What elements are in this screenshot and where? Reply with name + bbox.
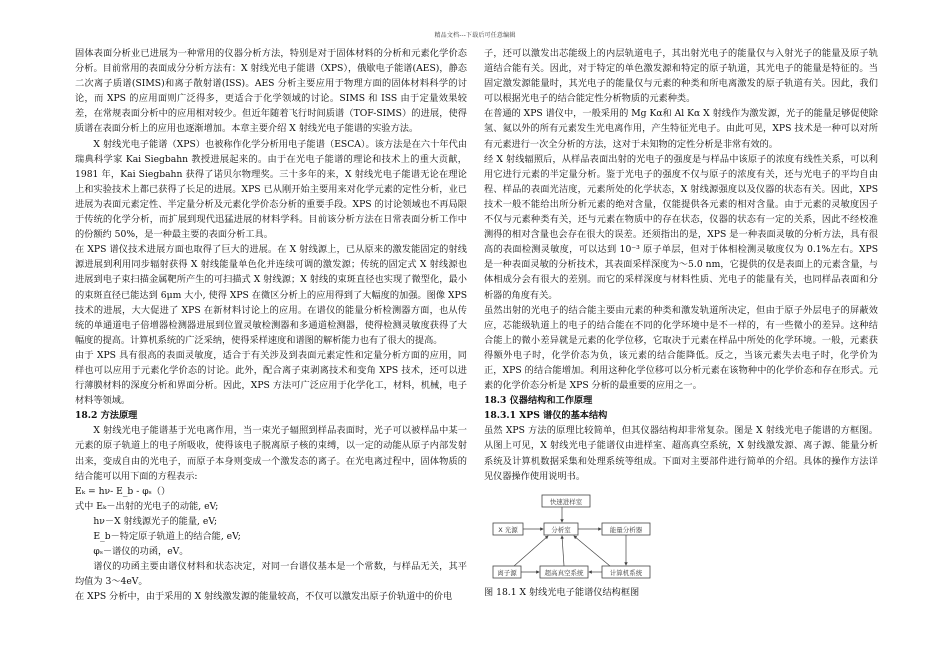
paragraph: 虽然出射的光电子的结合能主要由元素的种类和激发轨道所决定，但由于原子外层电子的屏蔽效应，芯能级轨道上的电子的结合能在不同的化学环境中是不一样的，有一些微小的差异。这种结合能上的微小差异就是元素的化学位移，它取决于元素在样品中所处的化学环境。一般，元素获得额外电子时，化学价态为负，该元素的结合能降低。反之，当该元素失去电子时，化学价为正，XPS 的结合能增加。利用这种化学位移可以分析元素在该物种中的化学价态和存在形式。元素的化学价态分析是 XPS 分析的最重要的应用之一。 (484, 304, 878, 392)
definition: E_b－特定原子轨道上的结合能, eV; (93, 531, 241, 542)
analysis-chamber-label: 分析室 (551, 525, 571, 534)
sample-prep-label: 快速进样室 (549, 497, 583, 506)
vacuum-system-label: 超高真空系统 (544, 568, 584, 577)
section-heading: 18.2 方法原理 (75, 410, 138, 422)
paragraph: 子，还可以激发出芯能级上的内层轨道电子，其出射光电子的能量仅与入射光子的能量及原子轨道结合能有关。因此，对于特定的单色激发源和特定的原子轨道，其光电子的能量是特征的。当固定激发源能量时，其光电子的能量仅与元素的种类和所电离激发的原子轨道有关。因此，我们可以根据光电子的结合能定性分析物质的元素种类。 (484, 48, 878, 105)
paragraph: 在 XPS 谱仪技术进展方面也取得了巨大的进展。在 X 射线源上，已从原来的激发能固定的射线源进展到利用同步辐射获得 X 射线能量单色化并连续可调的激发源；传统的固定式 X 射线源也进展到电子束扫描金属靶所产生的可扫描式 X 射线源；X 射线的束斑直径也实现了微型化，最小的束斑直径已能达到 6μm 大小, 使得 XPS 在微区分析上的应用得到了大幅度的加强。图像 XPS 技术的进展，大大促进了 XPS 在新材料讨论上的应用。在谱仪的能量分析检测器方面，也从传统的单通道电子倍增器检测器进展到位置灵敏检测器和多通道检测器，使得检测灵敏度获得了大幅度的提高。计算机系统的广泛采纳，使得采样速度和谱图的解析能力也有了很大的提高。 (75, 244, 467, 346)
subsection-heading: 18.3.1 XPS 谱仪的基本结构 (484, 410, 608, 422)
paragraph: 固体表面分析业已进展为一种常用的仪器分析方法，特别是对于固体材料的分析和元素化学价态分析。目前常用的表面成分分析方法有：X 射线光电子能谱（XPS），俄歇电子能谱(AES)，静态二次离子质谱(SIMS)和离子散射谱(ISS)。AES 分析主要应用于物理方面的固体材料科学的讨论，而 XPS 的应用面则广泛得多，更适合于化学领域的讨论。SIMS 和 ISS 由于定量效果较差，在常规表面分析中的应用相对较少。但近年随着飞行时间质谱（TOF-SIMS）的进展，使得质谱在表面分析上的应用也逐渐增加。本章主要介绍 X 射线光电子能谱的实验方法。 (75, 48, 467, 135)
paragraph: 虽然 XPS 方法的原理比较简单，但其仪器结构却非常复杂。图是 X 射线光电子能谱的方框图。从图上可见，X 射线光电子能谱仪由进样室、超高真空系统，X 射线激发源、离子源、能量分析系统及计算机数据采集和处理系统等组成。下面对主要部件进行简单的介绍。具体的操作方法详见仪器操作使用说明书。 (484, 425, 878, 482)
computer-system-label: 计算机系统 (609, 568, 643, 577)
paragraph: X 射线光电子能谱（XPS）也被称作化学分析用电子能谱（ESCA）。该方法是在六十年代由瑞典科学家 Kai Siegbahn 教授进展起来的。由于在光电子能谱的理论和技术上的重大贡献，1981 年，Kai Siegbahn 获得了诺贝尔物理奖。三十多年的来，X 射线光电子能谱无论在理论上和实验技术上都已获得了长足的进展。XPS 已从刚开始主要用来对化学元素的定性分析，业已进展为表面元素定性、半定量分析及元素化学价态分析的重要手段。XPS 的讨论领域也不再局限于传统的化学分析，而扩展到现代迅猛进展的材料学科。目前该分析方法在日常表面分析工作中的份额约 50%，是一种最主要的表面分析工具。 (75, 138, 467, 241)
paragraph: 经 X 射线辐照后，从样品表面出射的光电子的强度是与样品中该原子的浓度有线性关系，可以利用它进行元素的半定量分析。鉴于光电子的强度不仅与原子的浓度有关，还与光电子的平均自由程、样品的表面光洁度，元素所处的化学状态，X 射线源强度以及仪器的状态有关。因此，XPS 技术一般不能给出所分析元素的绝对含量，仅能提供各元素的相对含量。由于元素的灵敏度因子不仅与元素种类有关，还与元素在物质中的存在状态，仪器的状态有一定的关系，因此不经校准测得的相对含量也会存在很大的误差。还须指出的是，XPS 是一种表面灵敏的分析方法，具有很高的表面检测灵敏度，可以达到 10⁻³ 原子单层，但对于体相检测灵敏度仅为 0.1%左右。XPS 是一种表面灵敏的分析技术，其表面采样深度为～5.0 nm，它提供的仅是表面上的元素含量，与体相成分会有很大的差别。而它的采样深度与材料性质、光电子的能量有关，也同样品表面和分析器的角度有关。 (484, 153, 878, 301)
definition: 式中 Eₖ－出射的光电子的动能, eV; (75, 500, 219, 512)
diagram-arrows (514, 507, 626, 572)
right-column (484, 46, 878, 600)
ion-source-label: 离子源 (497, 568, 517, 577)
left-column (75, 46, 467, 604)
xps-block-diagram (490, 492, 660, 585)
paragraph: 谱仪的功函主要由谱仪材料和状态决定，对同一台谱仪基本是一个常数，与样品无关，其平均值为 3～4eV。 (75, 561, 467, 588)
figure-caption: 图 18.1 X 射线光电子能谱仪结构框图 (484, 586, 640, 598)
definition: φₛ－谱仪的功函，eV。 (93, 546, 189, 558)
paragraph: 在 XPS 分析中，由于采用的 X 射线激发源的能量较高，不仅可以激发出原子价轨道中的价电 (75, 591, 453, 603)
definition: hν－X 射线源光子的能量, eV; (93, 515, 218, 527)
equation: Eₖ = hν- E_b - φₛ（） (75, 485, 171, 497)
xray-source-label: X 光源 (498, 525, 518, 534)
section-heading: 18.3 仪器结构和工作原理 (484, 395, 593, 407)
paragraph: 由于 XPS 具有很高的表面灵敏度，适合于有关涉及到表面元素定性和定量分析方面的应用，同样也可以应用于元素化学价态的讨论。此外，配合离子束剥离技术和变角 XPS 技术，还可以进行薄膜材料的深度分析和界面分析。因此，XPS 方法可广泛应用于化学化工，材料，机械，电子材料等领域。 (75, 349, 467, 407)
paragraph: 在普通的 XPS 谱仪中，一般采用的 Mg Kα和 Al Kα X 射线作为激发源，光子的能量足够促使除氢、氦以外的所有元素发生光电离作用，产生特征光电子。由此可见，XPS 技术是一种可以对所有元素进行一次全分析的方法，这对于未知物的定性分析是非常有效的。 (484, 108, 878, 150)
energy-analyzer-label: 能量分析器 (609, 525, 643, 534)
page-header: 精品文档---下载后可任意编辑 (434, 32, 516, 39)
paragraph: X 射线光电子能谱基于光电离作用，当一束光子辐照到样品表面时，光子可以被样品中某一元素的原子轨道上的电子所吸收，使得该电子脱离原子核的束缚，以一定的动能从原子内部发射出来，变成自由的光电子，而原子本身则变成一个激发态的离子。在光电离过程中，固体物质的结合能可以用下面的方程表示: (75, 425, 467, 482)
